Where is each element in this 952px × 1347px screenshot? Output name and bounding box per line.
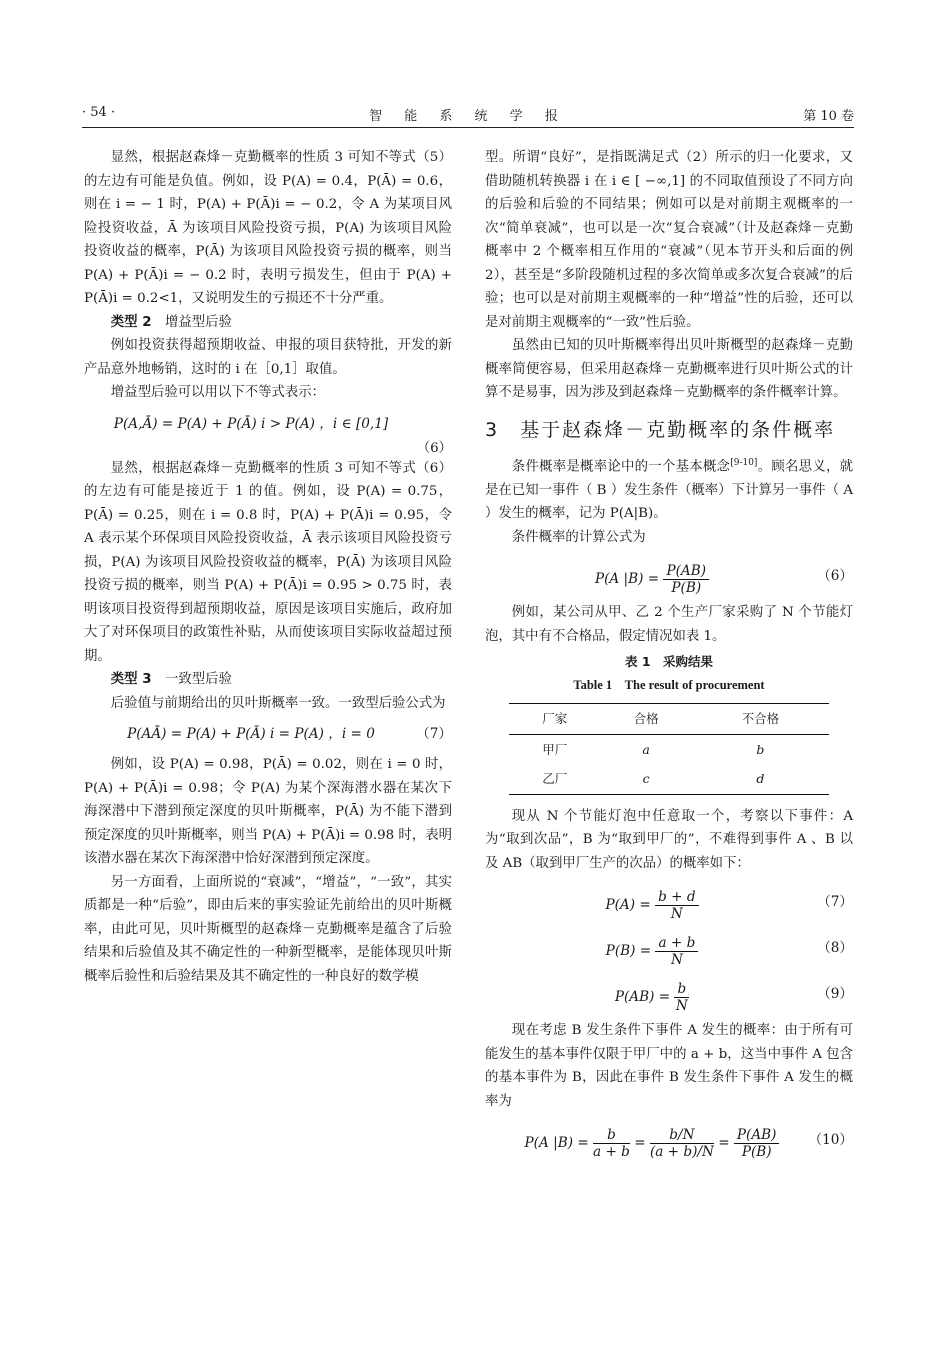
paragraph: [485, 452, 853, 526]
section-heading: 3 基于赵森烽－克勤概率的条件概率: [485, 418, 836, 441]
equation-lhs: P(AB) =: [614, 989, 671, 1006]
denominator: P(B): [671, 580, 702, 597]
paragraph: 型。所谓“良好”，是指既满足式（2）所示的归一化要求，又借助随机转换器 i 在 i ∈ [ −∞,1] 的不同取值预设了不同方向的后验和后验的不同结果；例如可以是对前期主观概率的一次“简单衰减”，也可以是一次“复合衰减”（计及赵森烽－克勤概率中 2 个概率相互作用的“衰减”（见本节开头和后面的例 2），甚至是“多阶段随机过程的多次简单或多次复合衰减”的后验；也可以是对前期主观概率的一种“增益”性的后验，还可以是对前期主观概率的“一致”性后验。: [485, 150, 853, 330]
subheading-type2: [84, 311, 452, 335]
left-column: [84, 146, 452, 988]
numerator: a + b: [655, 935, 698, 952]
fraction: [655, 889, 698, 922]
table-cell: a: [642, 741, 650, 757]
fraction: [655, 935, 698, 968]
subheading-title: 增益型后验: [164, 314, 232, 330]
table-cell: b: [756, 741, 765, 757]
table-title-cn: 表 1 采购结果: [624, 654, 714, 670]
equals-sign: =: [718, 1135, 730, 1152]
numerator: P(AB): [734, 1127, 780, 1144]
table-row: [509, 764, 829, 794]
procurement-table: [509, 703, 829, 795]
table-cell: d: [692, 764, 829, 794]
column-header: 厂家: [509, 704, 600, 735]
paragraph: 增益型后验可以用以下不等式表示：: [110, 385, 326, 400]
equation-number: （7）: [416, 726, 452, 742]
table-header-row: [509, 704, 829, 735]
paragraph: 条件概率的计算公式为: [511, 529, 646, 545]
page-number: · 54 ·: [82, 105, 116, 120]
column-header: 合格: [600, 704, 691, 735]
equation-10: [485, 1119, 853, 1159]
equation-8: [485, 927, 853, 967]
equation-6: [84, 411, 452, 437]
paragraph: 例如投资获得超预期收益、申报的项目获特批，开发的新产品意外地畅销，这时的 i 在［0,1］取值。: [84, 338, 452, 377]
numerator: b: [593, 1127, 630, 1144]
numerator: b + d: [655, 889, 698, 906]
equation-body: [485, 563, 819, 596]
table-cell: c: [600, 764, 691, 794]
equation-body: P(AĀ) = P(A) + P(Ā) i = P(A) ，i = 0: [127, 726, 375, 742]
table-title-en: Table 1 The result of procurement: [573, 677, 765, 692]
denominator: N: [670, 952, 683, 969]
equation-number: （8）: [817, 940, 853, 957]
equation-body: [485, 1127, 819, 1160]
equation-6b: [485, 555, 853, 595]
equation-body: [485, 935, 819, 968]
subheading-label: 类型 2: [110, 314, 152, 330]
paragraph: 虽然由已知的贝叶斯概率得出贝叶斯概型的赵森烽－克勤概率简便容易，但采用赵森烽－克勤概率进行贝叶斯公式的计算不是易事，因为涉及到赵森烽－克勤概率的条件概率计算。: [485, 338, 853, 400]
equation-body: [485, 889, 819, 922]
table-cell: 乙厂: [509, 764, 600, 794]
paragraph: 例如，设 P(A) = 0.98，P(Ā) = 0.02，则在 i = 0 时，P(A) + P(Ā)i = 0.98；令 P(A) 为某个深海潜水器在某次下海深潜中下潜到预定深度的贝叶斯概率，P(Ā) 为不能下潜到预定深度的贝叶斯概率，则当 P(A) + P(Ā)i = 0.98 时，表明该潜水器在某次下海深潜中恰好深潜到预定深度。: [84, 757, 452, 866]
paragraph-text: 。顾名思义，就是在已知一事件（ B ）发生条件（概率）下计算另一事件（ A ）发生的概率，记为 P(A|B)。: [485, 459, 854, 522]
table-cell: 甲厂: [542, 741, 568, 757]
numerator: P(AB): [663, 563, 709, 580]
equation-lhs: P(B) =: [605, 943, 652, 960]
citation-ref: [9-10]: [730, 458, 758, 468]
paragraph: 现从 N 个节能灯泡中任意取一个，考察以下事件：A 为“取到次品”，B 为“取到甲厂的”，不难得到事件 A 、B 以及 AB（取到甲厂生产的次品）的概率如下：: [485, 808, 853, 871]
equation-9: [485, 973, 853, 1013]
denominator: N: [675, 998, 688, 1015]
journal-name: 智 能 系 统 学 报: [369, 109, 567, 124]
equals-sign: =: [634, 1135, 646, 1152]
paragraph: 例如，某公司从甲、乙 2 个生产厂家采购了 N 个节能灯泡，其中有不合格品，假定情况如表 1。: [485, 605, 853, 644]
volume-label: 第 10 卷: [803, 109, 854, 124]
denominator: a + b: [593, 1144, 630, 1161]
fraction: [734, 1127, 780, 1160]
paragraph: 另一方面看，上面所说的“衰减”，“增益”，“一致”，其实质都是一种“后验”，即由后来的事实验证先前给出的贝叶斯概率，由此可见，贝叶斯概型的赵森烽－克勤概率是蕴含了后验结果和后验值及其不确定性的一种新型概率，是能体现贝叶斯概率后验性和后验结果及其不确定性的一种良好的数学模: [84, 874, 452, 984]
right-column: [485, 146, 853, 1165]
table-row: [509, 734, 829, 764]
running-header: [82, 103, 854, 128]
column-header: 不合格: [692, 704, 829, 735]
denominator: N: [670, 906, 683, 923]
subheading-type3: [84, 668, 452, 692]
numerator: b/N: [650, 1127, 714, 1144]
equation-number: （10）: [808, 1132, 853, 1149]
paragraph: 显然，根据赵森烽－克勤概率的性质 3 可知不等式（6）的左边有可能是接近于 1 的值。例如，设 P(A) = 0.75，P(Ā) = 0.25，则在 i = 0.8 时，P(A) + P(Ā)i = 0.95，令 A 表示某个环保项目风险投资收益，Ā 表示该项目风险投资亏损，P(A) 为该项目风险投资收益的概率，P(Ā) 为该项目风险投资亏损的概率，则当 P(A) + P(Ā)i = 0.95 > 0.75 时，表明该项目投资得到超预期收益，原因是该项目实施后，政府加大了对环保项目的政策性补贴，从而使该项目实际收益超过预期。: [84, 460, 452, 664]
denominator: (a + b)/N: [649, 1144, 714, 1161]
equation-number: （7）: [817, 894, 853, 911]
equation-body: P(A,Ā) = P(A) + P(Ā) i > P(A) ，i ∈ [0,1]: [113, 415, 389, 432]
fraction: [663, 563, 709, 596]
fraction: [593, 1127, 630, 1160]
equation-number: （6）: [817, 568, 853, 585]
paragraph: 显然，根据赵森烽－克勤概率的性质 3 可知不等式（5）的左边有可能是负值。例如，设 P(A) = 0.4，P(Ā) = 0.6，则在 i = − 1 时，P(A) + P(Ā)i = − 0.2，令 A 为某项目风险投资收益，Ā 为该项目风险投资亏损，P(A) 为该项目风险投资收益的概率，P(Ā) 为该项目风险投资亏损的概率，则当 P(A) + P(Ā)i = − 0.2 时，表明亏损发生，但由于 P(A) + P(Ā)i = 0.2<1，又说明发生的亏损还不十分严重。: [84, 150, 452, 306]
subheading-label: 类型 3: [110, 672, 152, 687]
equation-lhs: P(A |B) =: [594, 571, 660, 588]
fraction: [650, 1127, 714, 1160]
equation-body: [485, 981, 819, 1014]
subheading-title: 一致型后验: [164, 672, 232, 687]
equation-lhs: P(A) =: [605, 897, 651, 914]
equation-7: [84, 721, 452, 747]
fraction: [674, 981, 689, 1014]
equation-number: （6）: [416, 440, 452, 456]
paragraph: 现在考虑 B 发生条件下事件 A 发生的概率：由于所有可能发生的基本事件仅限于甲厂中的 a + b，这当中事件 A 包含的基本事件为 B，因此在事件 B 发生条件下事件 A 发生的概率为: [485, 1023, 853, 1109]
equation-number-row: [84, 437, 452, 457]
equation-number: （9）: [817, 986, 853, 1003]
denominator: P(B): [741, 1144, 772, 1161]
numerator: b: [674, 981, 689, 998]
equation-lhs: P(A |B) =: [524, 1135, 589, 1152]
paragraph-text: 条件概率是概率论中的一个基本概念: [511, 459, 731, 475]
equation-7b: [485, 881, 853, 921]
paragraph: 后验值与前期给出的贝叶斯概率一致。一致型后验公式为: [110, 695, 446, 711]
